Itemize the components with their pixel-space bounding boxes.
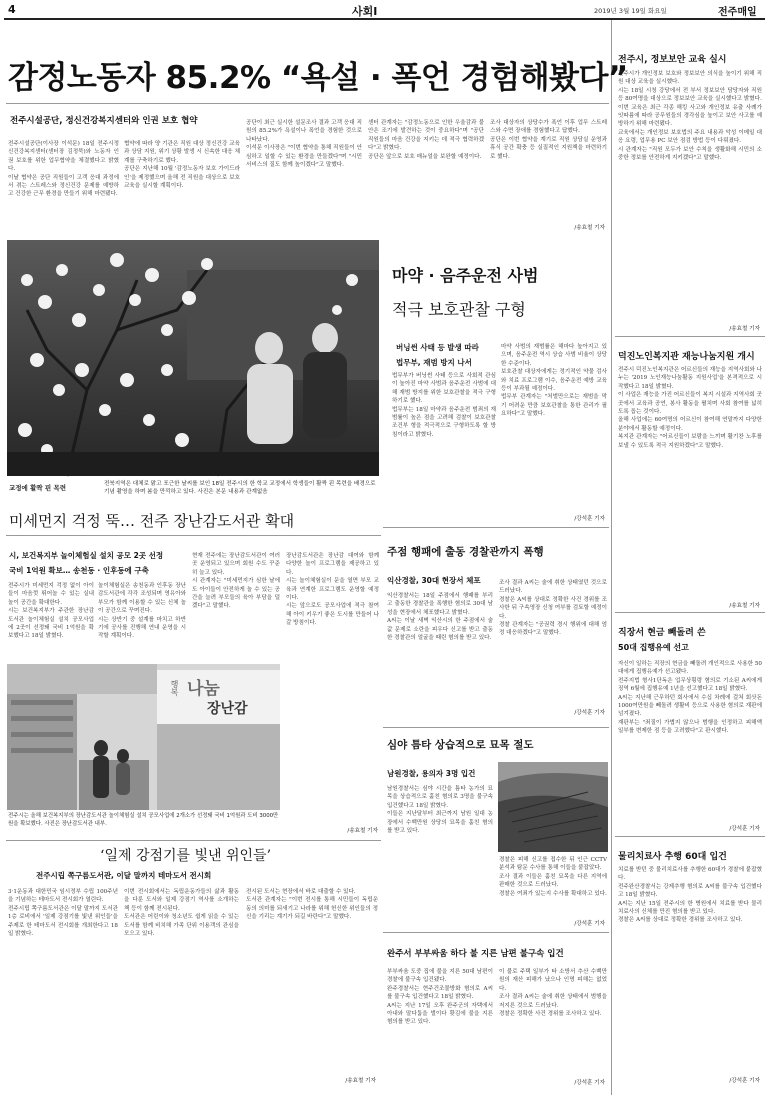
side2-byline: /송효철 기자 bbox=[729, 603, 760, 609]
side3-byline: /강석훈 기자 bbox=[729, 826, 760, 832]
toy-library-photo bbox=[7, 664, 280, 810]
police-col-2: 조사 결과 A씨는 술에 취한 상태였던 것으로 드러났다. 경찰은 A씨를 상대로 정확한 사건 경위를 조사한 뒤 구속영장 신청 여부를 검토할 예정이다. 경찰 관계자는 "공권력 경시 행위에 대해 엄정 대응하겠다"고 말했다. bbox=[499, 580, 607, 637]
side3-bottom-rule bbox=[615, 836, 765, 837]
side2-bottom-rule bbox=[615, 612, 765, 613]
wife-col-2: 이 불로 주택 일부가 타 소방서 추산 수백만원의 재산 피해가 났으나 인명 피해는 없었다. 조사 결과 A씨는 술에 취한 상태에서 범행을 저지른 것으로 드러났다. 경찰은 정확한 사건 경위를 조사하고 있다. bbox=[499, 969, 607, 1018]
lead-col-1: 전주시설공단(이사장 이석문) 18일 전주시정신건강복지센터(센터장 김정묵)와 노동자 인권 보호를 위한 업무협약을 체결했다고 밝혔다. 이날 협약은 공단 직원들이 고객 응대 과정에서 겪는 스트레스와 정신건강 문제를 예방하고 건강한 근무 환경을 만들기 위해 마련됐다. bbox=[8, 141, 119, 198]
side3-title: 직장서 현금 빼돌려 쓴 bbox=[618, 628, 706, 638]
lead-byline: /송효철 기자 bbox=[574, 225, 605, 231]
lead-headline-rule bbox=[6, 103, 609, 104]
dust-subhead: 시, 보건복지부 놀이체험실 설치 공모 2곳 선정 bbox=[9, 551, 164, 560]
wife-byline: /강석훈 기자 bbox=[574, 1080, 605, 1086]
dust-col-2: 놀이체험실은 송천동과 인후동 장난감도서관에 각각 조성되며 영유아와 부모가 함께 이용할 수 있는 신체 놀이 공간으로 꾸며진다. 시는 상반기 중 설계를 마치고 하반기에 공사를 진행해 연내 운영을 시작할 계획이다. bbox=[98, 583, 186, 640]
lead-col-4: 센터 관계자는 "감정노동으로 인한 우울감과 불안은 조기에 발견하는 것이 중요하다"며 "공단 직원들의 마음 건강을 지키는 데 적극 협력하겠다"고 밝혔다. 공단은 앞으로 보호 매뉴얼을 보완할 예정이다. bbox=[368, 120, 484, 160]
side1-byline: /송효철 기자 bbox=[729, 326, 760, 332]
side3-body: 자신이 일하는 직장의 현금을 빼돌려 개인적으로 사용한 50대에게 집행유예가 선고됐다. 전주지법 형사1단독은 업무상횡령 혐의로 기소된 A씨에게 징역 6월에 집행유예 1년을 선고했다고 18일 밝혔다. A씨는 지난해 근무하던 회사에서 수십 차례에 걸쳐 회삿돈 1000여만원을 빼돌려 생활비 등으로 사용한 혐의로 재판에 넘겨졌다. 재판부는 "죄질이 가볍지 않으나 범행을 인정하고 피해액 일부를 변제한 점 등을 고려했다"고 판시했다. bbox=[618, 661, 762, 735]
lead-headline: 감정노동자 85.2% “욕설 · 폭언 경험해봤다” bbox=[8, 60, 628, 96]
drug-kicker: 버닝썬 사태 등 발생 따라 bbox=[396, 343, 479, 352]
side2-title: 덕진노인복지관 재능나눔지원 개시 bbox=[618, 352, 755, 362]
exhibit-col-2: 이번 전시회에서는 독립운동가들의 삶과 활동을 다룬 도서와 일제 강점기 역사를 소개하는 책 등이 함께 전시된다. 도서관은 어린이와 청소년도 쉽게 읽을 수 있는 도서를 함께 비치해 가족 단위 이용객의 관심을 모으고 있다. bbox=[124, 889, 239, 938]
lead-col-3: 공단이 최근 실시한 설문조사 결과 고객 응대 직원의 85.2%가 욕설이나 폭언을 경험한 것으로 나타났다. 이석문 이사장은 "이번 협약을 통해 직원들이 안심하고 일할 수 있는 환경을 만들겠다"며 "시민 서비스의 질도 함께 높이겠다"고 말했다. bbox=[246, 120, 362, 169]
toy-library-photo-image bbox=[7, 664, 280, 810]
tree-bottom-rule bbox=[383, 932, 609, 933]
tree-col-1: 남원경찰서는 심야 시간을 틈타 농가의 묘목을 상습적으로 훔친 혐의로 3명을 불구속 입건했다고 18일 밝혔다. 이들은 지난달부터 최근까지 남원 일대 농장에서 수백만원 상당의 묘목을 훔친 혐의를 받고 있다. bbox=[387, 786, 493, 835]
drug-headline-2: 적극 보호관찰 구형 bbox=[392, 300, 526, 319]
sapling-photo bbox=[498, 762, 608, 852]
dust-col-4: 장난감도서관은 장난감 대여와 함께 다양한 놀이 프로그램을 제공하고 있다. 시는 놀이체험실이 문을 열면 부모 교육과 연계한 프로그램도 운영할 예정이다. 시는 앞으로도 공모사업에 적극 참여해 아이 키우기 좋은 도시를 만들어 나갈 방침이다. bbox=[286, 553, 379, 627]
drug-col-1: 법무부가 버닝썬 사태 등으로 사회적 관심이 높아진 마약 사범과 음주운전 사범에 대해 재범 방지를 위한 보호관찰을 적극 구형하기로 했다. 법무부는 18일 마약과 음주운전 범죄의 재범률이 높은 점을 고려해 검찰이 보호관찰 조건부 형을 적극적으로 구형하도록 할 방침이라고 밝혔다. bbox=[392, 373, 496, 438]
drug-col-2: 마약 사범의 재범률은 해마다 높아지고 있으며, 음주운전 역시 상습 사범 비율이 상당한 수준이다. 보호관찰 대상자에게는 정기적인 약물 검사와 치료 프로그램 이수, 음주운전 예방 교육 등이 부과될 예정이다. 법무부 관계자는 "처벌만으로는 재범을 막기 어려운 만큼 보호관찰을 통한 관리가 필요하다"고 말했다. bbox=[501, 344, 607, 418]
drug-headline-1: 마약 · 음주운전 사범 bbox=[392, 266, 539, 285]
side1-title: 전주시, 정보보안 교육 실시 bbox=[618, 55, 727, 65]
drug-subhead: 법무부, 재범 방지 나서 bbox=[396, 358, 472, 367]
photo1-tag: 교정에 활짝 핀 목련 bbox=[9, 484, 67, 492]
magnolia-photo-image bbox=[7, 240, 379, 476]
header-rule bbox=[4, 18, 765, 20]
drug-byline: /강석훈 기자 bbox=[574, 516, 605, 522]
side4-byline: /강석훈 기자 bbox=[729, 1078, 760, 1084]
tree-byline: /강석훈 기자 bbox=[574, 921, 605, 927]
photo2-caption: 전주시는 올해 보건복지부의 장난감도서관 놀이체험실 설치 공모사업에 2개소가 선정돼 국비 1억원과 도비 3000만원을 확보했다. 사진은 장난감도서관 내부. bbox=[8, 813, 279, 827]
police-byline: /강석훈 기자 bbox=[574, 710, 605, 716]
magnolia-photo bbox=[7, 240, 379, 476]
wife-col-1: 부부싸움 도중 집에 불을 지른 50대 남편이 경찰에 불구속 입건됐다. 완주경찰서는 현주건조물방화 혐의로 A씨를 불구속 입건했다고 18일 밝혔다. A씨는 지난 17일 오후 완주군의 자택에서 아내와 말다툼을 벌이다 홧김에 불을 지른 혐의를 받고 있다. bbox=[387, 969, 493, 1026]
toy-library-sign-main: 나눔 bbox=[187, 679, 220, 699]
exhibit-headline: ‘일제 강점기를 빛낸 위인들’ bbox=[100, 848, 272, 864]
section-title: 사회Ⅰ bbox=[352, 5, 378, 18]
dust-col-1: 전주시가 미세먼지 걱정 없이 아이들이 마음껏 뛰어놀 수 있는 실내 놀이 공간을 확대한다. 시는 보건복지부가 주관한 장난감도서관 놀이체험실 설치 공모사업에 2곳이 선정돼 국비 1억원을 확보했다고 18일 밝혔다. bbox=[8, 583, 94, 640]
police-bottom-rule bbox=[383, 727, 609, 728]
side2-body: 전주시 덕진노인복지관은 어르신들의 재능을 지역사회와 나누는 '2019 노인재능나눔활동 지원사업'을 본격적으로 시작했다고 18일 밝혔다. 이 사업은 재능을 가진 어르신들이 복지 시설과 지역사회 곳곳에서 교육과 공연, 봉사 활동을 펼치며 사회 참여를 넓히도록 돕는 것이다. 올해 사업에는 60여명의 어르신이 참여해 연말까지 다양한 분야에서 활동할 예정이다. 복지관 관계자는 "어르신들이 보람을 느끼며 활기찬 노후를 보낼 수 있도록 적극 지원하겠다"고 말했다. bbox=[618, 367, 762, 449]
toy-library-sign-sub: 장난감 bbox=[207, 701, 248, 717]
police-headline: 주점 행패에 출동 경찰관까지 폭행 bbox=[387, 546, 544, 558]
drug-bottom-rule bbox=[383, 527, 609, 528]
side1-body: 전주시가 개인정보 보호와 정보보안 의식을 높이기 위해 직원 대상 교육을 실시했다. 시는 18일 시청 강당에서 전 부서 정보보안 담당자와 직원 등 80여명을 대상으로 정보보안 교육을 실시했다고 밝혔다. 이번 교육은 최근 각종 해킹 사고와 개인정보 유출 사례가 잇따름에 따라 공무원들의 경각심을 높이고 보안 사고를 예방하기 위해 마련됐다. 교육에서는 개인정보 보호법의 주요 내용과 악성 이메일 대응 요령, 업무용 PC 보안 점검 방법 등이 다뤄졌다. 시 관계자는 "직원 모두가 보안 수칙을 생활화해 시민의 소중한 정보를 안전하게 지키겠다"고 말했다. bbox=[618, 71, 762, 162]
page-number: 4 bbox=[8, 3, 16, 16]
wife-headline: 완주서 부부싸움 하다 불 지른 남편 불구속 입건 bbox=[387, 949, 564, 959]
issue-date: 2019년 3월 19일 화요일 bbox=[594, 7, 667, 15]
side1-bottom-rule bbox=[615, 336, 765, 337]
exhibit-byline: /송효철 기자 bbox=[345, 1078, 376, 1084]
tree-subhead: 남원경찰, 용의자 3명 입건 bbox=[387, 769, 476, 778]
lead-subhead: 전주시설공단, 정신건강복지센터와 인권 보호 협약 bbox=[10, 116, 198, 126]
dust-kicker: 국비 1억원 확보… 송천동 · 인후동에 구축 bbox=[9, 566, 149, 575]
dust-headline: 미세먼지 걱정 뚝… 전주 장난감도서관 확대 bbox=[9, 512, 295, 530]
right-column-divider bbox=[611, 20, 612, 1095]
dust-bottom-rule bbox=[6, 840, 381, 841]
paper-name: 전주매일 bbox=[718, 7, 757, 18]
tree-col-2: 경찰은 피해 신고를 접수한 뒤 인근 CCTV 분석과 탐문 수사를 통해 이들을 붙잡았다. 조사 결과 이들은 훔친 묘목을 다른 지역에 판매한 것으로 드러났다. 경찰은 여죄가 있는지 수사를 확대하고 있다. bbox=[499, 857, 607, 897]
dust-headline-rule bbox=[6, 535, 381, 536]
side3-subtitle: 50대 집행유예 선고 bbox=[618, 643, 689, 652]
exhibit-col-3: 전시된 도서는 현장에서 바로 대출할 수 있다. 도서관 관계자는 "이번 전시를 통해 시민들이 독립운동의 의미를 되새기고 나라를 위해 헌신한 위인들의 정신을 기리는 계기가 되길 바란다"고 말했다. bbox=[246, 889, 378, 921]
side4-title: 물리치료사 추행 60대 입건 bbox=[618, 852, 727, 862]
sapling-photo-image bbox=[498, 762, 608, 852]
side4-body: 치료를 받던 중 물리치료사를 추행한 60대가 경찰에 붙잡혔다. 전주완산경찰서는 강제추행 혐의로 A씨를 불구속 입건했다고 18일 밝혔다. A씨는 지난 15일 전주시의 한 병원에서 치료를 받다 물리치료사의 신체를 만진 혐의를 받고 있다. 경찰은 A씨를 상대로 정확한 경위를 조사하고 있다. bbox=[618, 867, 762, 924]
police-subhead: 익산경찰, 30대 현장서 체포 bbox=[387, 576, 481, 585]
lead-col-2: 협약에 따라 양 기관은 직원 대상 정신건강 교육과 상담 지원, 위기 상황 발생 시 신속한 대응 체계를 구축하기로 했다. 공단은 지난해 10월 '감정노동자 보호 가이드라인'을 제정했으며 올해 전 직원을 대상으로 보호 교육을 실시할 계획이다. bbox=[124, 141, 240, 190]
tree-headline: 심야 틈타 상습적으로 묘목 절도 bbox=[387, 739, 534, 751]
exhibit-col-1: 3·1운동과 대한민국 임시정부 수립 100주년을 기념하는 테마도서 전시회가 열린다. 전주시립 쪽구름도서관은 이달 말까지 도서관 1층 로비에서 '일제 강점기를 빛낸 위인들'을 주제로 한 테마도서 전시회를 개최한다고 18일 밝혔다. bbox=[8, 889, 118, 938]
dust-col-3: 현재 전주에는 장난감도서관이 여러 곳 운영되고 있으며 회원 수도 꾸준히 늘고 있다. 시 관계자는 "미세먼지가 심한 날에도 아이들이 안전하게 놀 수 있는 공간을 늘려 부모들의 육아 부담을 덜겠다"고 말했다. bbox=[192, 553, 280, 610]
police-col-1: 익산경찰서는 18일 주점에서 행패를 부리고 출동한 경찰관을 폭행한 혐의로 30대 남성을 현장에서 체포했다고 밝혔다. A씨는 이날 새벽 익산시의 한 주점에서 술값 문제로 소란을 피우다 신고를 받고 출동한 경찰관의 얼굴을 때린 혐의를 받고 있다. bbox=[387, 593, 493, 642]
lead-col-5: 조사 대상자의 상당수가 폭언 이후 업무 스트레스와 수면 장애를 경험했다고 답했다. 공단은 이번 협약을 계기로 직원 상담실 운영과 휴식 공간 확충 등 실질적인 지원책을 마련하기로 했다. bbox=[490, 120, 607, 160]
photo1-caption: 전북지역은 대체로 맑고 포근한 날씨를 보인 18일 전주시의 한 학교 교정에서 학생들이 활짝 핀 목련을 배경으로 기념 촬영을 하며 봄을 만끽하고 있다. 사진은 본문 내용과 관계없음 bbox=[104, 481, 376, 495]
dust-byline: /송효철 기자 bbox=[347, 828, 378, 834]
exhibit-subhead: 전주시립 쪽구름도서관, 이달 말까지 테마도서 전시회 bbox=[36, 871, 212, 880]
toy-library-sign-side: 행복 bbox=[170, 680, 179, 696]
